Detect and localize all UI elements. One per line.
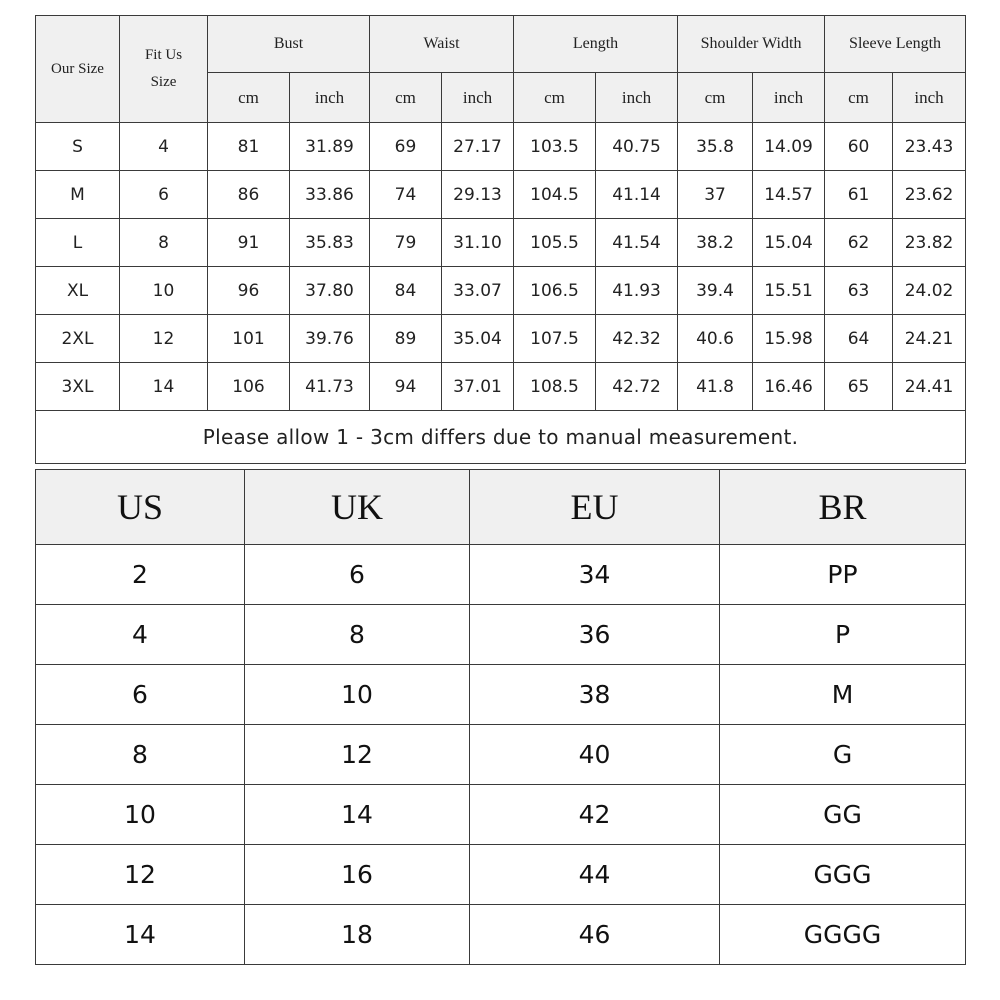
table-row <box>36 315 966 363</box>
cell-uk: 18 <box>245 905 470 965</box>
header-fit-us-size-line1: Fit Us <box>144 47 183 63</box>
unit-cm: cm <box>208 73 290 123</box>
cell-length-inch: 41.54 <box>596 219 678 267</box>
cell-sleeve-cm: 64 <box>825 315 893 363</box>
header-us: US <box>36 470 245 545</box>
cell-sleeve-inch: 24.21 <box>893 315 966 363</box>
cell-shoulder-inch: 15.98 <box>753 315 825 363</box>
table-row <box>36 123 966 171</box>
cell-size: 3XL <box>36 363 120 411</box>
cell-fit-us-size: 10 <box>120 267 208 315</box>
header-our-size: Our Size <box>36 16 120 123</box>
cell-sleeve-inch: 23.82 <box>893 219 966 267</box>
cell-length-inch: 41.93 <box>596 267 678 315</box>
measurement-note: Please allow 1 - 3cm differs due to manual measurement. <box>36 411 966 464</box>
cell-waist-inch: 33.07 <box>442 267 514 315</box>
unit-cm: cm <box>370 73 442 123</box>
table-row <box>36 905 966 965</box>
unit-inch: inch <box>596 73 678 123</box>
table-row <box>36 665 966 725</box>
cell-shoulder-cm: 38.2 <box>678 219 753 267</box>
cell-uk: 12 <box>245 725 470 785</box>
cell-uk: 14 <box>245 785 470 845</box>
cell-bust-cm: 91 <box>208 219 290 267</box>
cell-eu: 46 <box>470 905 720 965</box>
table-row <box>36 605 966 665</box>
cell-eu: 42 <box>470 785 720 845</box>
cell-waist-cm: 79 <box>370 219 442 267</box>
cell-us: 12 <box>36 845 245 905</box>
unit-cm: cm <box>678 73 753 123</box>
header-fit-us-size <box>120 16 208 123</box>
table-row <box>36 219 966 267</box>
unit-inch: inch <box>442 73 514 123</box>
cell-length-inch: 40.75 <box>596 123 678 171</box>
cell-size: L <box>36 219 120 267</box>
cell-shoulder-inch: 15.04 <box>753 219 825 267</box>
cell-sleeve-inch: 23.62 <box>893 171 966 219</box>
cell-shoulder-inch: 16.46 <box>753 363 825 411</box>
cell-uk: 8 <box>245 605 470 665</box>
cell-waist-cm: 69 <box>370 123 442 171</box>
cell-waist-cm: 84 <box>370 267 442 315</box>
cell-shoulder-cm: 39.4 <box>678 267 753 315</box>
header-shoulder-width: Shoulder Width <box>678 16 825 73</box>
cell-length-cm: 103.5 <box>514 123 596 171</box>
size-measurement-table <box>35 15 966 464</box>
size-conversion-table <box>35 469 966 965</box>
cell-waist-inch: 27.17 <box>442 123 514 171</box>
unit-inch: inch <box>753 73 825 123</box>
cell-bust-cm: 101 <box>208 315 290 363</box>
cell-sleeve-cm: 61 <box>825 171 893 219</box>
cell-eu: 38 <box>470 665 720 725</box>
cell-br: GG <box>720 785 966 845</box>
cell-fit-us-size: 8 <box>120 219 208 267</box>
cell-waist-cm: 74 <box>370 171 442 219</box>
cell-size: S <box>36 123 120 171</box>
cell-waist-cm: 94 <box>370 363 442 411</box>
cell-sleeve-cm: 63 <box>825 267 893 315</box>
cell-eu: 36 <box>470 605 720 665</box>
cell-uk: 10 <box>245 665 470 725</box>
cell-br: P <box>720 605 966 665</box>
header-br: BR <box>720 470 966 545</box>
cell-bust-cm: 81 <box>208 123 290 171</box>
cell-bust-inch: 37.80 <box>290 267 370 315</box>
header-waist: Waist <box>370 16 514 73</box>
cell-length-cm: 107.5 <box>514 315 596 363</box>
cell-us: 4 <box>36 605 245 665</box>
table-row <box>36 785 966 845</box>
cell-sleeve-cm: 65 <box>825 363 893 411</box>
cell-waist-inch: 31.10 <box>442 219 514 267</box>
cell-us: 8 <box>36 725 245 785</box>
cell-bust-cm: 96 <box>208 267 290 315</box>
cell-waist-inch: 29.13 <box>442 171 514 219</box>
cell-sleeve-cm: 60 <box>825 123 893 171</box>
table-row <box>36 545 966 605</box>
table-row <box>36 363 966 411</box>
cell-size: XL <box>36 267 120 315</box>
cell-shoulder-cm: 37 <box>678 171 753 219</box>
cell-br: GGGG <box>720 905 966 965</box>
cell-length-cm: 108.5 <box>514 363 596 411</box>
cell-us: 14 <box>36 905 245 965</box>
cell-length-inch: 41.14 <box>596 171 678 219</box>
cell-shoulder-inch: 14.57 <box>753 171 825 219</box>
cell-us: 6 <box>36 665 245 725</box>
table-row <box>36 725 966 785</box>
header-length: Length <box>514 16 678 73</box>
cell-sleeve-inch: 24.02 <box>893 267 966 315</box>
cell-bust-cm: 106 <box>208 363 290 411</box>
cell-eu: 34 <box>470 545 720 605</box>
header-uk: UK <box>245 470 470 545</box>
cell-bust-cm: 86 <box>208 171 290 219</box>
cell-length-cm: 105.5 <box>514 219 596 267</box>
header-eu: EU <box>470 470 720 545</box>
cell-br: G <box>720 725 966 785</box>
cell-size: M <box>36 171 120 219</box>
cell-sleeve-inch: 24.41 <box>893 363 966 411</box>
cell-bust-inch: 39.76 <box>290 315 370 363</box>
table-row <box>36 845 966 905</box>
cell-shoulder-cm: 41.8 <box>678 363 753 411</box>
cell-length-cm: 106.5 <box>514 267 596 315</box>
cell-length-inch: 42.32 <box>596 315 678 363</box>
header-fit-us-size-line2: Size <box>150 74 177 90</box>
cell-us: 2 <box>36 545 245 605</box>
cell-br: GGG <box>720 845 966 905</box>
cell-shoulder-inch: 14.09 <box>753 123 825 171</box>
cell-sleeve-cm: 62 <box>825 219 893 267</box>
table-row <box>36 171 966 219</box>
cell-sleeve-inch: 23.43 <box>893 123 966 171</box>
unit-cm: cm <box>825 73 893 123</box>
cell-us: 10 <box>36 785 245 845</box>
cell-bust-inch: 31.89 <box>290 123 370 171</box>
cell-br: PP <box>720 545 966 605</box>
cell-bust-inch: 35.83 <box>290 219 370 267</box>
cell-fit-us-size: 12 <box>120 315 208 363</box>
cell-fit-us-size: 6 <box>120 171 208 219</box>
header-sleeve-length: Sleeve Length <box>825 16 966 73</box>
cell-waist-cm: 89 <box>370 315 442 363</box>
cell-eu: 44 <box>470 845 720 905</box>
cell-size: 2XL <box>36 315 120 363</box>
header-bust: Bust <box>208 16 370 73</box>
cell-bust-inch: 33.86 <box>290 171 370 219</box>
cell-bust-inch: 41.73 <box>290 363 370 411</box>
unit-inch: inch <box>290 73 370 123</box>
cell-fit-us-size: 14 <box>120 363 208 411</box>
cell-br: M <box>720 665 966 725</box>
cell-length-inch: 42.72 <box>596 363 678 411</box>
unit-cm: cm <box>514 73 596 123</box>
cell-waist-inch: 37.01 <box>442 363 514 411</box>
table-row <box>36 267 966 315</box>
cell-shoulder-inch: 15.51 <box>753 267 825 315</box>
unit-inch: inch <box>893 73 966 123</box>
cell-fit-us-size: 4 <box>120 123 208 171</box>
cell-uk: 16 <box>245 845 470 905</box>
cell-uk: 6 <box>245 545 470 605</box>
cell-shoulder-cm: 35.8 <box>678 123 753 171</box>
cell-eu: 40 <box>470 725 720 785</box>
cell-waist-inch: 35.04 <box>442 315 514 363</box>
cell-length-cm: 104.5 <box>514 171 596 219</box>
cell-shoulder-cm: 40.6 <box>678 315 753 363</box>
